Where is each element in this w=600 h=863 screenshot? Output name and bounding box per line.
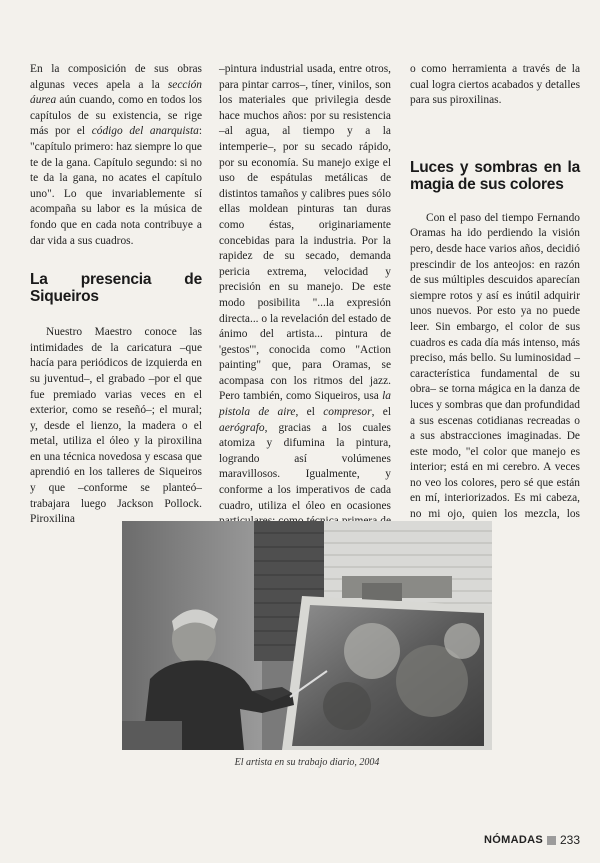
magazine-name: NÓMADAS	[484, 834, 543, 846]
section-heading-luces: Luces y sombras en la magia de sus colores	[410, 158, 580, 193]
photo-caption: El artista en su trabajo diario, 2004	[234, 757, 380, 768]
page-number: 233	[559, 833, 580, 847]
paragraph: –pintura industrial usada, entre otros, para pintar carros–, tíner, vinilos, son los materiales que privilegia desde hace muchos años: por su resistencia –al agua, al tiempo y a la intemperie–, por su secado rápido, por su economía. Su manejo exige el uso de espátulas metálicas de distintos tamaños y calibres pues sólo ellas moldean pinturas tan duras como éstas, originariamente concebidas para la industria. Por la rapidez de su secado, demanda pericia extrema, velocidad y precisión en su manejo. De este modo posibilita "...la expresión directa... o la revelación del estado de ánimo del artista... pintura de 'gestos'", conocida como "Action painting" que, para Oramas, se acompasa con los ritmos del jazz. Pero también, como Siqueiros, usa la pistola de aire, el compresor, el aerógrafo, gracias a los cuales atomiza y difumina la pintura, logrando así volúmenes maravillosos. Igualmente, y conforme a los imperativos de cada cuadro, utiliza el óleo en ocasiones	[219, 63, 392, 512]
paragraph: Con el paso del tiempo Fernando Oramas ha ido perdiendo la visión pero, desde hace varios años, decidió prescindir de los anteojos: en razón de sus múltiples descuidos aparecían siempre rotos y así es inútil adquirir unos nuevos. Por esto ya no puede leer. Sin embargo, el color de sus cuadros es cada día más intenso, más preciso, más bello. Su luminosidad –característica fundamental de su obra– se torna mágica en la danza de luces y sombras que dan profundidad a sus escenas cotidianas recreadas o a sus abstracciones imaginadas. De este modo, "el color que manejo es interior; está en mi cerebro. A veces no veo los colores, pero sé que están en mí, interiorizados. Es mi cabeza, no mi ojo, quien los mezcla, los	[410, 211, 580, 521]
paragraph: En la composición de sus obras algunas veces apela a la sección áurea aún cuando, como en todos los capítulos de su existencia, se rige más por el código del anarquista: "capítulo primero: haz siempre lo que te de la gana. Capítulo segundo: si no te da la gana, no acates el capítulo uno". Lo que invariablemente sí acompaña su labor es la música de fondo que en cada nota contribuye a dar vida a sus cuadros.	[30, 63, 203, 247]
text-column-3	[410, 62, 580, 538]
text-column-1	[30, 62, 202, 528]
paragraph: o como herramienta a través de la cual logra ciertos acabados y detalles para sus piroxilinas.	[410, 63, 580, 107]
section-heading-siqueiros: La presencia de Siqueiros	[30, 271, 202, 306]
square-icon	[547, 836, 556, 845]
text-column-2	[219, 62, 391, 545]
artist-photo	[122, 521, 492, 750]
page-footer	[484, 833, 580, 847]
paragraph: Nuestro Maestro conoce las intimidades de la caricatura –que hacía para periódicos de izquierda en su juventud–, el grabado –por el que fue premiado varias veces en el exterior, como se reseñó–; el mural; y, desde el lienzo, la madera o el metal, utiliza el óleo y la piroxilina en una técnica novedosa y escasa que aprendió en los talleres de Siqueiros y que –conforme se planteó– trabajara luego Jackson Pollock. Piroxilina	[30, 326, 202, 526]
